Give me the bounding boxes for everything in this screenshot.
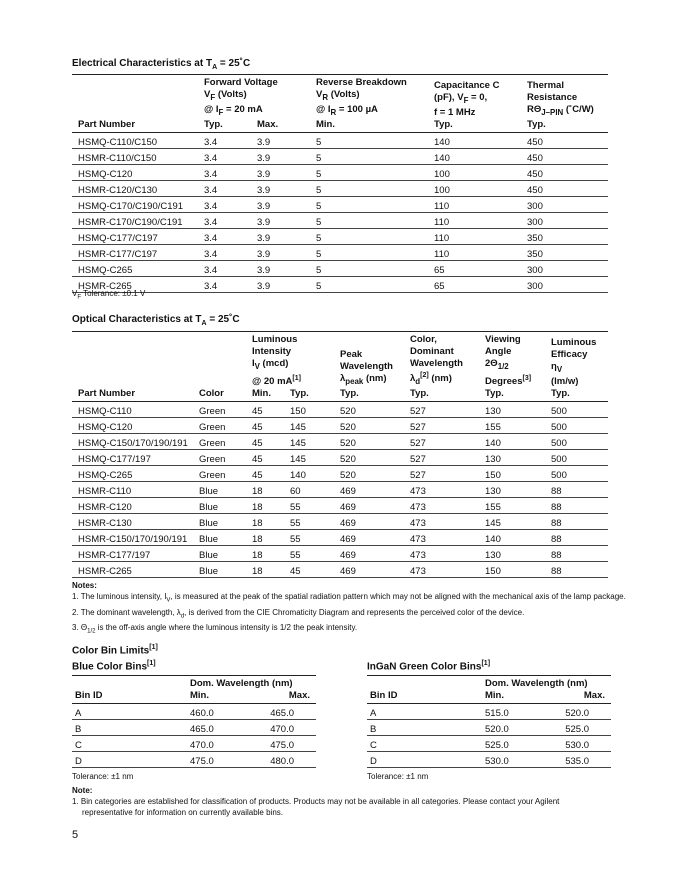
table-cell: 150 [290, 402, 340, 418]
table-cell: 520 [340, 402, 410, 418]
col-color: Color [199, 332, 252, 402]
table-cell: HSMQ-C150/170/190/191 [72, 434, 199, 450]
table-cell: Green [199, 402, 252, 418]
table-cell: 500 [551, 418, 608, 434]
table-cell: 525.0 [485, 736, 555, 752]
table-cell: Blue [199, 498, 252, 514]
table-cell: 350 [527, 244, 608, 260]
blue-bins-table [72, 675, 316, 768]
table-cell: 55 [290, 546, 340, 562]
table-row [72, 720, 316, 736]
table-cell: 5 [316, 180, 434, 196]
table-cell: 130 [485, 482, 551, 498]
table-cell: 110 [434, 212, 527, 228]
table-cell: 3.4 [204, 180, 257, 196]
table-cell: HSMR-C120/C130 [72, 180, 204, 196]
table-cell: 155 [485, 498, 551, 514]
table-cell: 515.0 [485, 704, 555, 720]
table-cell: 300 [527, 212, 608, 228]
col-luminous-intensity: Luminous Intensity $I_V$ (mcd) @ 20 mA[1] Min. Typ. [252, 332, 340, 402]
table-cell: 520.0 [555, 704, 611, 720]
table-cell: 110 [434, 196, 527, 212]
table-row [72, 736, 316, 752]
table-cell: 450 [527, 132, 608, 148]
table-cell: HSMQ-C265 [72, 466, 199, 482]
table-cell: 350 [527, 228, 608, 244]
table-cell: 473 [410, 530, 485, 546]
table-cell: B [367, 720, 485, 736]
col-part-number: Part Number [72, 75, 204, 133]
table-cell: 5 [316, 276, 434, 292]
green-bins-title: InGaN Green Color Bins[1] [367, 660, 491, 673]
table-row [72, 276, 608, 292]
table-cell: 3.4 [204, 196, 257, 212]
table-cell: Blue [199, 546, 252, 562]
table-cell: 3.4 [204, 228, 257, 244]
table-cell: 5 [316, 260, 434, 276]
table-cell: 65 [434, 276, 527, 292]
table-cell: 473 [410, 498, 485, 514]
table-cell: 460.0 [190, 704, 260, 720]
table-cell: 5 [316, 228, 434, 244]
table-cell: 3.4 [204, 276, 257, 292]
table-cell: C [72, 736, 190, 752]
table-cell: 130 [485, 402, 551, 418]
table-row [367, 752, 611, 768]
table-cell: 520 [340, 450, 410, 466]
table-cell: 55 [290, 514, 340, 530]
table-cell: 469 [340, 482, 410, 498]
green-tolerance: Tolerance: ±1 nm [367, 772, 429, 781]
table-cell: HSMR-C177/197 [72, 546, 199, 562]
table-cell: 5 [316, 148, 434, 164]
table-row [72, 546, 608, 562]
table-cell: 520 [340, 418, 410, 434]
table-cell: 155 [485, 418, 551, 434]
optical-notes: Notes: 1. The luminous intensity, $I_V$, is measured at the peak of the spatial radiation pattern which may not be aligned with the mechanical axis of the lamp package. 2. The dominant wavelength, $\lambda_d$, is derived from the CIE Chromaticity Diagram and represents the perceived color of the device. 3. $\Theta_{1/2}$ is the off-axis angle where the luminous intensity is 1/2 the peak intensity. [72, 581, 626, 635]
table-cell: 55 [290, 498, 340, 514]
table-cell: 300 [527, 196, 608, 212]
table-cell: 3.9 [257, 244, 316, 260]
table-cell: 3.4 [204, 132, 257, 148]
table-cell: 469 [340, 530, 410, 546]
col-forward-voltage: Forward Voltage $V_F$ (Volts) @ $I_F = 20$ mA Typ. Max. [204, 75, 316, 133]
electrical-tolerance: $V_F$ Tolerance: ±0.1 V [72, 289, 146, 301]
table-cell: 525.0 [555, 720, 611, 736]
table-cell: 45 [252, 450, 290, 466]
table-cell: 145 [290, 434, 340, 450]
table-cell: 520 [340, 466, 410, 482]
table-cell: HSMR-C150/170/190/191 [72, 530, 199, 546]
table-cell: A [72, 704, 190, 720]
table-row [367, 720, 611, 736]
table-cell: HSMQ-C110 [72, 402, 199, 418]
table-cell: 130 [485, 450, 551, 466]
col-part-number: Part Number [72, 332, 199, 402]
table-cell: HSMR-C110/C150 [72, 148, 204, 164]
table-row [72, 752, 316, 768]
table-cell: 145 [290, 450, 340, 466]
table-cell: D [367, 752, 485, 768]
col-dominant-wavelength: Color, Dominant Wavelength $\lambda_d[2]$ (nm) Typ. [410, 332, 485, 402]
table-cell: 3.4 [204, 164, 257, 180]
table-cell: 55 [290, 530, 340, 546]
table-cell: HSMR-C265 [72, 276, 204, 292]
table-cell: Blue [199, 530, 252, 546]
col-thermal-resistance: Thermal Resistance $R\Theta_{J-PIN}$ (˚C/W) Typ. [527, 75, 608, 133]
table-cell: B [72, 720, 190, 736]
table-cell: 527 [410, 466, 485, 482]
table-cell: 100 [434, 164, 527, 180]
page-number: 5 [72, 829, 79, 841]
table-cell: 3.9 [257, 196, 316, 212]
table-cell: 527 [410, 450, 485, 466]
table-cell: 465.0 [190, 720, 260, 736]
table-cell: C [367, 736, 485, 752]
table-cell: 45 [252, 466, 290, 482]
table-cell: 18 [252, 546, 290, 562]
table-cell: 473 [410, 482, 485, 498]
col-peak-wavelength: Peak Wavelength $\lambda_{peak}$ (nm) Typ. [340, 332, 410, 402]
electrical-title: Electrical Characteristics at $T_A$ = 25˚C [72, 58, 251, 71]
bins-note: Note: 1. Bin categories are established for classification of products. Products may not be available in all categories. Please contact your Agilent representative for information on currently available bins. [72, 786, 560, 817]
table-cell: HSMQ-C177/C197 [72, 228, 204, 244]
table-cell: HSMR-C130 [72, 514, 199, 530]
col-bin-id: Bin ID [72, 676, 190, 704]
table-row [72, 498, 608, 514]
table-cell: HSMR-C120 [72, 498, 199, 514]
table-cell: 45 [252, 434, 290, 450]
table-row [72, 704, 316, 720]
table-cell: 110 [434, 228, 527, 244]
table-row [72, 434, 608, 450]
table-cell: HSMQ-C120 [72, 418, 199, 434]
table-cell: 18 [252, 482, 290, 498]
table-cell: 140 [434, 148, 527, 164]
table-cell: 300 [527, 260, 608, 276]
table-cell: D [72, 752, 190, 768]
blue-tolerance: Tolerance: ±1 nm [72, 772, 134, 781]
table-cell: 473 [410, 562, 485, 578]
table-cell: 465.0 [260, 704, 316, 720]
table-cell: 5 [316, 132, 434, 148]
table-cell: 45 [252, 418, 290, 434]
table-cell: 45 [290, 562, 340, 578]
table-cell: A [367, 704, 485, 720]
table-cell: 88 [551, 546, 608, 562]
table-cell: 65 [434, 260, 527, 276]
table-row [72, 164, 608, 180]
table-cell: 473 [410, 546, 485, 562]
table-cell: 18 [252, 498, 290, 514]
col-viewing-angle: Viewing Angle $2\Theta_{1/2}$ Degrees[3] Typ. [485, 332, 551, 402]
table-cell: 140 [434, 132, 527, 148]
table-cell: 469 [340, 562, 410, 578]
table-row [72, 418, 608, 434]
table-cell: 5 [316, 244, 434, 260]
blue-bins-title: Blue Color Bins[1] [72, 660, 156, 673]
green-bins-table [367, 675, 611, 768]
table-cell: 473 [410, 514, 485, 530]
table-cell: 469 [340, 514, 410, 530]
table-cell: HSMR-C170/C190/C191 [72, 212, 204, 228]
table-row [72, 228, 608, 244]
table-cell: Blue [199, 562, 252, 578]
table-row [72, 562, 608, 578]
table-cell: HSMQ-C177/197 [72, 450, 199, 466]
table-cell: 500 [551, 466, 608, 482]
table-cell: Green [199, 418, 252, 434]
optical-title: Optical Characteristics at $T_A$ = 25˚C [72, 314, 240, 327]
table-cell: 450 [527, 180, 608, 196]
table-cell: Blue [199, 482, 252, 498]
table-cell: 520.0 [485, 720, 555, 736]
table-cell: 3.4 [204, 244, 257, 260]
table-cell: 110 [434, 244, 527, 260]
table-cell: 140 [290, 466, 340, 482]
table-cell: 450 [527, 164, 608, 180]
table-row [72, 212, 608, 228]
table-cell: 140 [485, 530, 551, 546]
table-cell: HSMQ-C265 [72, 260, 204, 276]
table-cell: 520 [340, 434, 410, 450]
table-cell: 140 [485, 434, 551, 450]
table-cell: Green [199, 466, 252, 482]
col-bin-id: Bin ID [367, 676, 485, 704]
table-cell: 3.9 [257, 260, 316, 276]
table-cell: HSMR-C110 [72, 482, 199, 498]
table-cell: 3.9 [257, 228, 316, 244]
table-cell: 45 [252, 402, 290, 418]
table-cell: 145 [485, 514, 551, 530]
table-row [72, 196, 608, 212]
table-cell: 527 [410, 402, 485, 418]
table-cell: Green [199, 434, 252, 450]
table-cell: HSMR-C177/C197 [72, 244, 204, 260]
table-cell: 3.9 [257, 132, 316, 148]
table-cell: 470.0 [260, 720, 316, 736]
table-cell: 5 [316, 196, 434, 212]
optical-table [72, 331, 608, 578]
table-cell: 18 [252, 562, 290, 578]
table-row [72, 402, 608, 418]
table-cell: 150 [485, 562, 551, 578]
table-cell: 475.0 [260, 736, 316, 752]
col-luminous-efficacy: Luminous Efficacy $\eta_V$ (lm/w) Typ. [551, 332, 608, 402]
table-cell: 5 [316, 164, 434, 180]
table-cell: 527 [410, 434, 485, 450]
table-cell: 60 [290, 482, 340, 498]
table-row [72, 260, 608, 276]
col-capacitance: Capacitance C (pF), $V_F = 0$, f = 1 MHz Typ. [434, 75, 527, 133]
table-cell: 3.9 [257, 180, 316, 196]
table-cell: 480.0 [260, 752, 316, 768]
table-cell: 475.0 [190, 752, 260, 768]
table-row [72, 132, 608, 148]
table-cell: 500 [551, 450, 608, 466]
table-cell: 3.9 [257, 164, 316, 180]
col-dom-wavelength: Dom. Wavelength (nm) Min. Max. [190, 676, 316, 704]
col-reverse-breakdown: Reverse Breakdown $V_R$ (Volts) @ $I_R = 100$ µA Min. [316, 75, 434, 133]
table-cell: 3.9 [257, 276, 316, 292]
table-cell: 150 [485, 466, 551, 482]
table-row [72, 530, 608, 546]
table-row [72, 466, 608, 482]
table-cell: 3.4 [204, 260, 257, 276]
table-row [72, 244, 608, 260]
table-cell: 300 [527, 276, 608, 292]
table-cell: 88 [551, 562, 608, 578]
table-row [72, 180, 608, 196]
table-cell: Blue [199, 514, 252, 530]
table-cell: 500 [551, 434, 608, 450]
col-dom-wavelength: Dom. Wavelength (nm) Min. Max. [485, 676, 611, 704]
table-cell: HSMQ-C110/C150 [72, 132, 204, 148]
table-row [367, 704, 611, 720]
table-cell: 88 [551, 514, 608, 530]
table-cell: 88 [551, 482, 608, 498]
table-row [367, 736, 611, 752]
table-cell: 100 [434, 180, 527, 196]
table-cell: 18 [252, 530, 290, 546]
table-cell: Green [199, 450, 252, 466]
table-row [72, 514, 608, 530]
table-cell: 18 [252, 514, 290, 530]
table-cell: 470.0 [190, 736, 260, 752]
table-cell: 145 [290, 418, 340, 434]
table-cell: 88 [551, 498, 608, 514]
table-cell: 88 [551, 530, 608, 546]
table-cell: 3.4 [204, 148, 257, 164]
table-cell: HSMQ-C170/C190/C191 [72, 196, 204, 212]
electrical-table [72, 74, 608, 293]
table-cell: 469 [340, 546, 410, 562]
table-row [72, 450, 608, 466]
table-cell: 450 [527, 148, 608, 164]
table-cell: 130 [485, 546, 551, 562]
table-cell: 469 [340, 498, 410, 514]
table-row [72, 148, 608, 164]
table-cell: 530.0 [485, 752, 555, 768]
table-cell: HSMR-C265 [72, 562, 199, 578]
table-cell: 530.0 [555, 736, 611, 752]
table-row [72, 482, 608, 498]
table-cell: 500 [551, 402, 608, 418]
table-cell: 535.0 [555, 752, 611, 768]
table-cell: HSMQ-C120 [72, 164, 204, 180]
table-cell: 5 [316, 212, 434, 228]
table-cell: 3.9 [257, 148, 316, 164]
table-cell: 527 [410, 418, 485, 434]
table-cell: 3.9 [257, 212, 316, 228]
table-cell: 3.4 [204, 212, 257, 228]
color-bin-title: Color Bin Limits[1] [72, 644, 158, 657]
